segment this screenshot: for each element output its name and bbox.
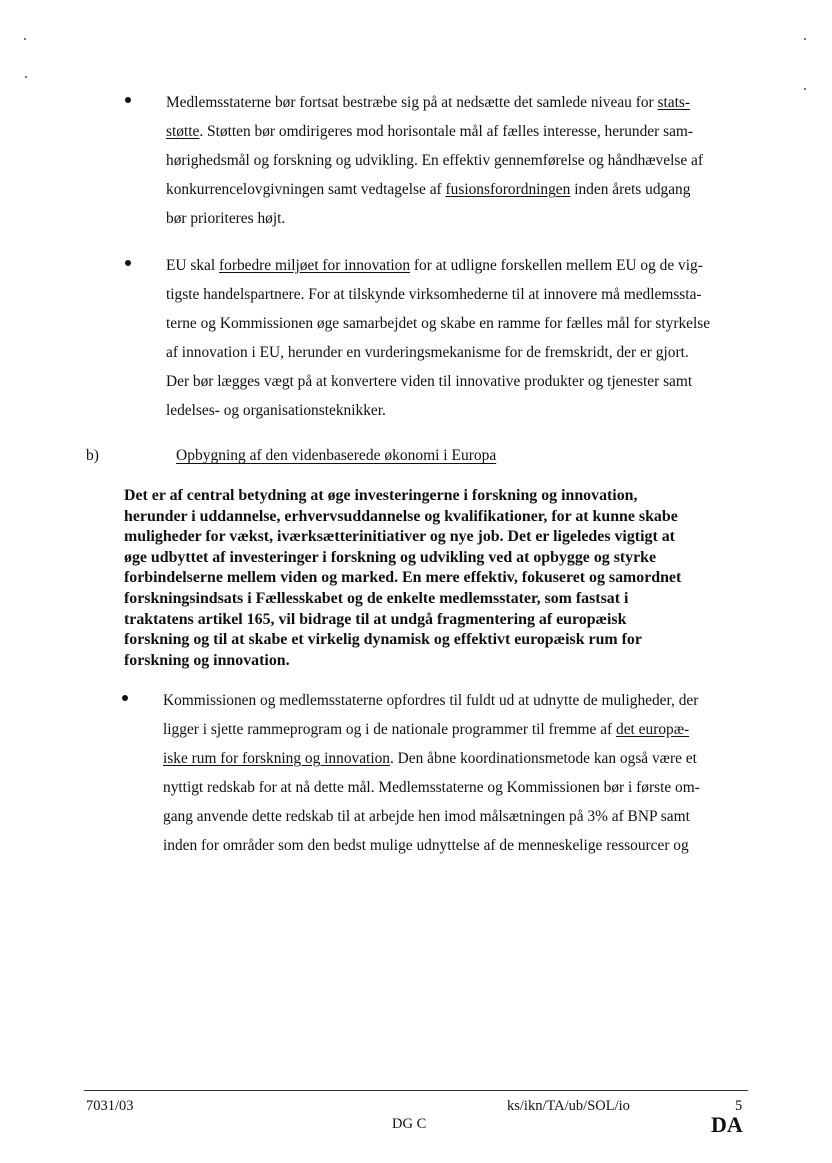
bullet-dot <box>125 260 131 266</box>
text-run: inden for områder som den bedst mulige udnyttelse af de menneskelige ressourcer og <box>163 837 689 854</box>
underlined-term: iske rum for forskning og innovation <box>163 750 390 767</box>
text-run: ligger i sjette rammeprogram og i de nationale programmer til fremme af <box>163 721 617 738</box>
bullet-dot <box>122 695 128 701</box>
text-run: Medlemsstaterne bør fortsat bestræbe sig på at nedsætte det samlede niveau for <box>166 94 658 111</box>
underlined-term: stats- <box>657 94 691 111</box>
text-run: for at udligne forskellen mellem EU og de vig- <box>410 257 703 274</box>
text-run: . Den åbne koordinationsmetode kan også være et <box>389 750 697 767</box>
footer-page-number: 5 <box>735 1098 743 1114</box>
text-run: ledelses- og organisationsteknikker. <box>166 402 386 419</box>
footer-directorate: DG C <box>392 1116 427 1132</box>
text-run: . Støtten bør omdirigeres mod horisontale mål af fælles interesse, herunder sam- <box>199 123 694 140</box>
scan-speck <box>25 76 27 78</box>
bold-paragraph: Det er af central betydning at øge investeringerne i forskning og innovation, herunder i uddannelse, erhvervsuddannelse og kvalifikationer, for at kunne skabe muligheder for vækst, iværksætterinitiativer og nye job. Det er ligeledes vigtigt at øge udbyttet af investeringer i forskning og udvikling ved at opbygge og styrke forbindelserne mellem viden og marked. En mere effektiv, fokuseret og samordnet forskningsindsats i Fællesskabet og de enkelte medlemsstater, som fastsat i traktatens artikel 165, vil bidrage til at undgå fragmentering af europæisk forskning og til at skabe et virkelig dynamisk og effektivt europæisk rum for forskning og innovation. <box>124 487 682 669</box>
text-run: Kommissionen og medlemsstaterne opfordres til fuldt ud at udnytte de muligheder, der <box>163 692 699 709</box>
text-run: terne og Kommissionen øge samarbejdet og skabe en ramme for fælles mål for styrkelse <box>166 315 711 332</box>
section-letter: b) <box>86 447 99 464</box>
scan-speck <box>804 88 806 90</box>
text-run: hørighedsmål og forskning og udvikling. En effektiv gennemførelse og håndhævelse af <box>166 152 703 169</box>
text-run: EU skal <box>166 257 220 274</box>
bullet-text <box>166 251 760 425</box>
bullet-text <box>166 88 760 233</box>
bullet-item-innovation <box>120 251 760 425</box>
bullet-item-state-aid <box>120 88 760 233</box>
bullet-text <box>163 686 757 860</box>
bullet-dot <box>125 97 131 103</box>
underlined-term: det europæ- <box>616 721 690 738</box>
text-run: inden årets udgang <box>570 181 691 198</box>
bullet-item-research-area <box>117 686 757 860</box>
footer-divider <box>84 1090 748 1091</box>
scan-speck <box>24 38 26 40</box>
underlined-term: fusionsforordningen <box>445 181 571 198</box>
text-run: konkurrencelovgivningen samt vedtagelse af <box>166 181 446 198</box>
footer-reference: ks/ikn/TA/ub/SOL/io <box>507 1098 630 1114</box>
text-run: gang anvende dette redskab til at arbejde hen imod målsætningen på 3% af BNP samt <box>163 808 690 825</box>
text-run: bør prioriteres højt. <box>166 210 286 227</box>
underlined-term: forbedre miljøet for innovation <box>219 257 411 274</box>
footer-language-code: DA <box>711 1112 743 1137</box>
text-run: tigste handelspartnere. For at tilskynde virksomhederne til at innovere må medlemssta- <box>166 286 702 303</box>
scan-speck <box>804 38 806 40</box>
section-title: Opbygning af den videnbaserede økonomi i Europa <box>176 447 497 464</box>
footer-doc-number: 7031/03 <box>86 1098 134 1114</box>
text-run: Der bør lægges vægt på at konvertere viden til innovative produkter og tjenester samt <box>166 373 693 390</box>
text-run: nyttigt redskab for at nå dette mål. Medlemsstaterne og Kommissionen bør i første om- <box>163 779 700 796</box>
underlined-term: støtte <box>166 123 200 140</box>
text-run: af innovation i EU, herunder en vurderingsmekanisme for de fremskridt, der er gjort. <box>166 344 689 361</box>
